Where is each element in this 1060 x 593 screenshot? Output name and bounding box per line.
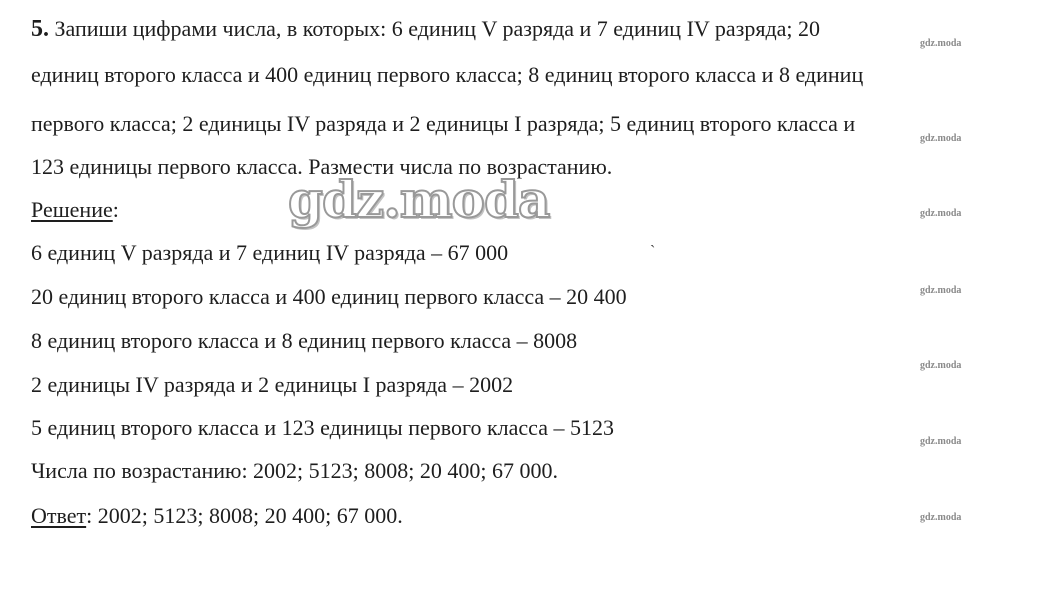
watermark-small: gdz.moda: [920, 360, 962, 371]
answer-line: [31, 503, 403, 529]
task-line-1: [31, 16, 820, 42]
solution-heading-colon: :: [112, 197, 119, 222]
solution-heading-line: [31, 197, 119, 223]
watermark-large: gdz.moda: [288, 170, 550, 229]
task-line-3: первого класса; 2 единицы IV разряда и 2 единицы I разряда; 5 единиц второго класса и: [31, 111, 856, 136]
task-line-4: 123 единицы первого класса. Размести числа по возрастанию.: [31, 154, 613, 179]
solution-line-3: 8 единиц второго класса и 8 единиц первого класса – 8008: [31, 328, 578, 353]
solution-line-2: 20 единиц второго класса и 400 единиц первого класса – 20 400: [31, 284, 627, 309]
task-number: 5.: [31, 16, 49, 42]
watermark-small: gdz.moda: [920, 285, 962, 296]
answer-heading: Ответ: [31, 503, 87, 528]
watermark-small: gdz.moda: [920, 208, 962, 219]
task-text-line: Запиши цифрами числа, в которых: 6 единиц V разряда и 7 единиц IV разряда; 20: [54, 16, 821, 41]
watermark-small: gdz.moda: [920, 436, 962, 447]
solution-line-6: Числа по возрастанию: 2002; 5123; 8008; 20 400; 67 000.: [31, 458, 559, 483]
watermark-small: gdz.moda: [920, 38, 962, 49]
solution-heading: Решение: [31, 197, 113, 222]
answer-text: : 2002; 5123; 8008; 20 400; 67 000.: [86, 503, 403, 528]
watermark-small: gdz.moda: [920, 512, 962, 523]
stray-mark: ˋ: [650, 243, 656, 260]
task-line-2: единиц второго класса и 400 единиц первого класса; 8 единиц второго класса и 8 единиц: [31, 62, 864, 87]
solution-line-1: 6 единиц V разряда и 7 единиц IV разряда – 67 000: [31, 240, 509, 265]
solution-line-4: 2 единицы IV разряда и 2 единицы I разряда – 2002: [31, 372, 514, 397]
solution-line-5: 5 единиц второго класса и 123 единицы первого класса – 5123: [31, 415, 614, 440]
watermark-small: gdz.moda: [920, 133, 962, 144]
